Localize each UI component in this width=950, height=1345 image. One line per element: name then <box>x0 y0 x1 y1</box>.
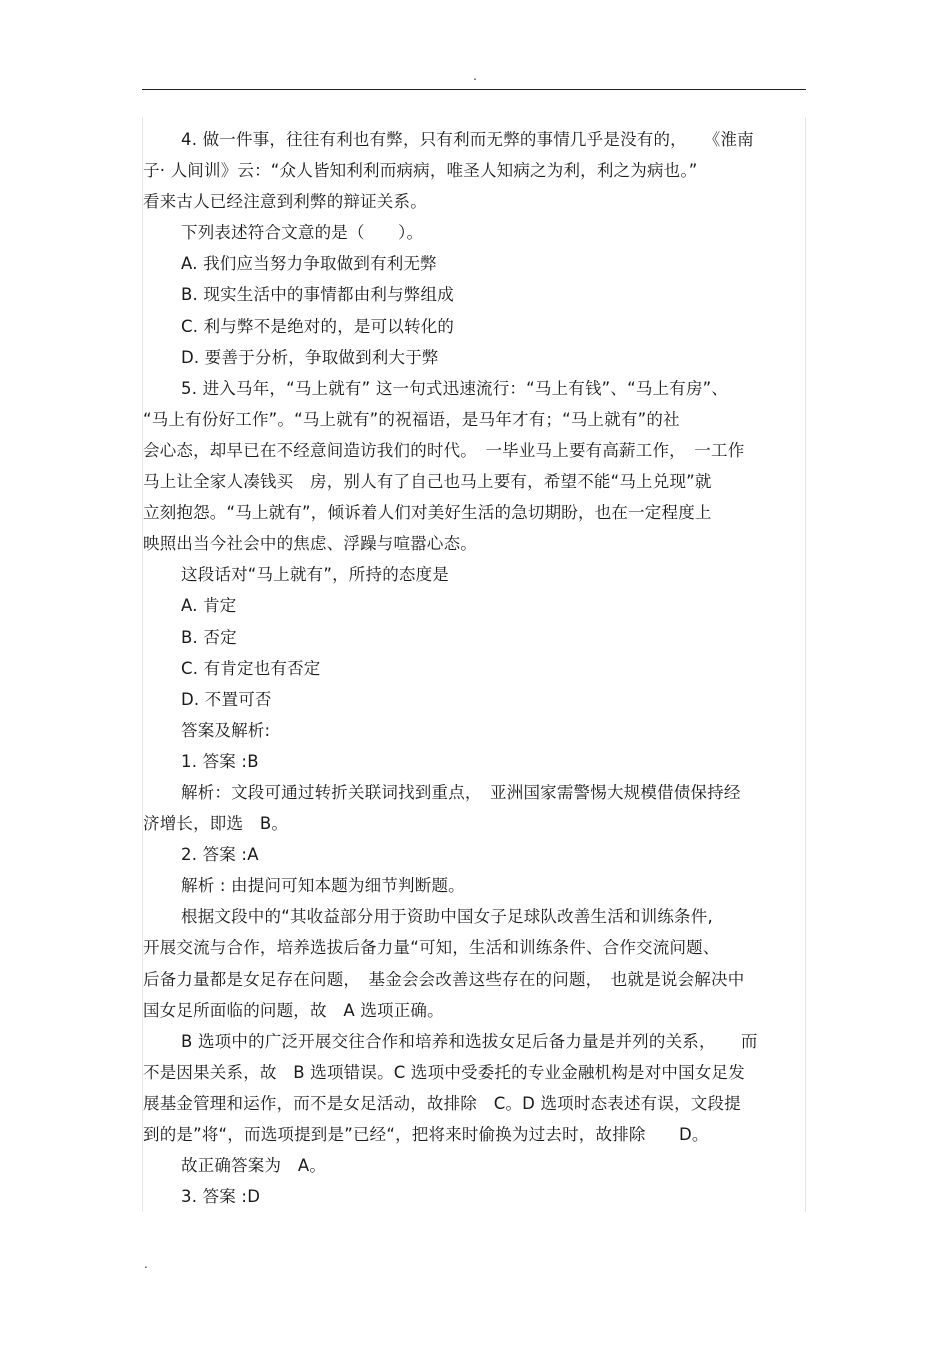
text-line: 国女足所面临的问题，故 A 选项正确。 <box>143 1000 444 1020</box>
text-line: 到的是”将“，而选项提到是”已经“，把将来时偷换为过去时，故排除 D。 <box>143 1125 709 1144</box>
text-line: 映照出当今社会中的焦虑、浮躁与喧嚣心态。 <box>143 534 477 554</box>
text-line: 济增长，即选 B。 <box>143 814 289 834</box>
footer-mark: . <box>144 1257 148 1271</box>
text-line: 4. 做一件事，往往有利也有弊，只有利而无弊的事情几乎是没有的， 《淮南 <box>181 130 754 149</box>
text-line: B. 否定 <box>181 627 237 647</box>
text-line: 展基金管理和运作，而不是女足活动，故排除 C。D 选项时态表述有误，文段提 <box>143 1093 741 1113</box>
text-line: D. 不置可否 <box>181 689 272 709</box>
text-line: 解析 : 由提问可知本题为细节判断题。 <box>181 876 465 896</box>
text-line: 不是因果关系，故 B 选项错误。C 选项中受委托的专业金融机构是对中国女足发 <box>143 1062 745 1082</box>
text-line: C. 利与弊不是绝对的，是可以转化的 <box>181 316 455 336</box>
text-line: 根据文段中的“其收益部分用于资助中国女子足球队改善生活和训练条件, <box>181 907 713 927</box>
text-line: A. 肯定 <box>181 596 237 616</box>
text-line: 5. 进入马年，“马上就有” 这一句式迅速流行：“马上有钱”、“马上有房”、 <box>181 378 729 398</box>
text-line: 看来古人已经注意到利弊的辩证关系。 <box>143 192 427 212</box>
text-line: 2. 答案 :A <box>181 845 259 865</box>
text-line: B 选项中的广泛开展交往合作和培养和选拔女足后备力量是并列的关系， 而 <box>181 1031 758 1051</box>
text-line: “马上有份好工作”。“马上就有”的祝福语，是马年才有；“马上就有”的社 <box>143 409 680 429</box>
text-line: 开展交流与合作，培养选拔后备力量“可知，生活和训练条件、合作交流问题、 <box>143 938 720 958</box>
text-line: 故正确答案为 A。 <box>181 1156 327 1176</box>
header-rule <box>142 89 806 90</box>
text-line: C. 有肯定也有否定 <box>181 658 321 678</box>
text-line: 解析：文段可通过转折关联词找到重点， 亚洲国家需警惕大规模借债保持经 <box>181 782 741 802</box>
header-mark: . <box>473 69 477 83</box>
text-line: 3. 答案 :D <box>181 1187 261 1207</box>
text-line: 这段话对“马上就有”，所持的态度是 <box>181 565 449 585</box>
document-body <box>143 124 805 1212</box>
text-line: 子· 人间训》云：“众人皆知利利而病病，唯圣人知病之为利，利之为病也。” <box>143 161 698 181</box>
text-line: A. 我们应当努力争取做到有利无弊 <box>181 254 437 274</box>
text-line: 答案及解析: <box>181 720 271 740</box>
text-line: 立刻抱怨。“马上就有”，倾诉着人们对美好生活的急切期盼，也在一定程度上 <box>143 503 712 523</box>
text-line: 1. 答案 :B <box>181 751 259 771</box>
text-line: 马上让全家人凑钱买 房，别人有了自己也马上要有，希望不能“马上兑现”就 <box>143 472 712 492</box>
text-line: 下列表述符合文意的是（ ）。 <box>181 223 424 243</box>
text-line: D. 要善于分析，争取做到利大于弊 <box>181 347 439 367</box>
text-line: B. 现实生活中的事情都由利与弊组成 <box>181 285 454 305</box>
text-line: 会心态，却早已在不经意间造访我们的时代。 一毕业马上要有高薪工作， 一工作 <box>143 440 745 460</box>
text-line: 后备力量都是女足存在问题， 基金会会改善这些存在的问题， 也就是说会解决中 <box>143 969 745 989</box>
